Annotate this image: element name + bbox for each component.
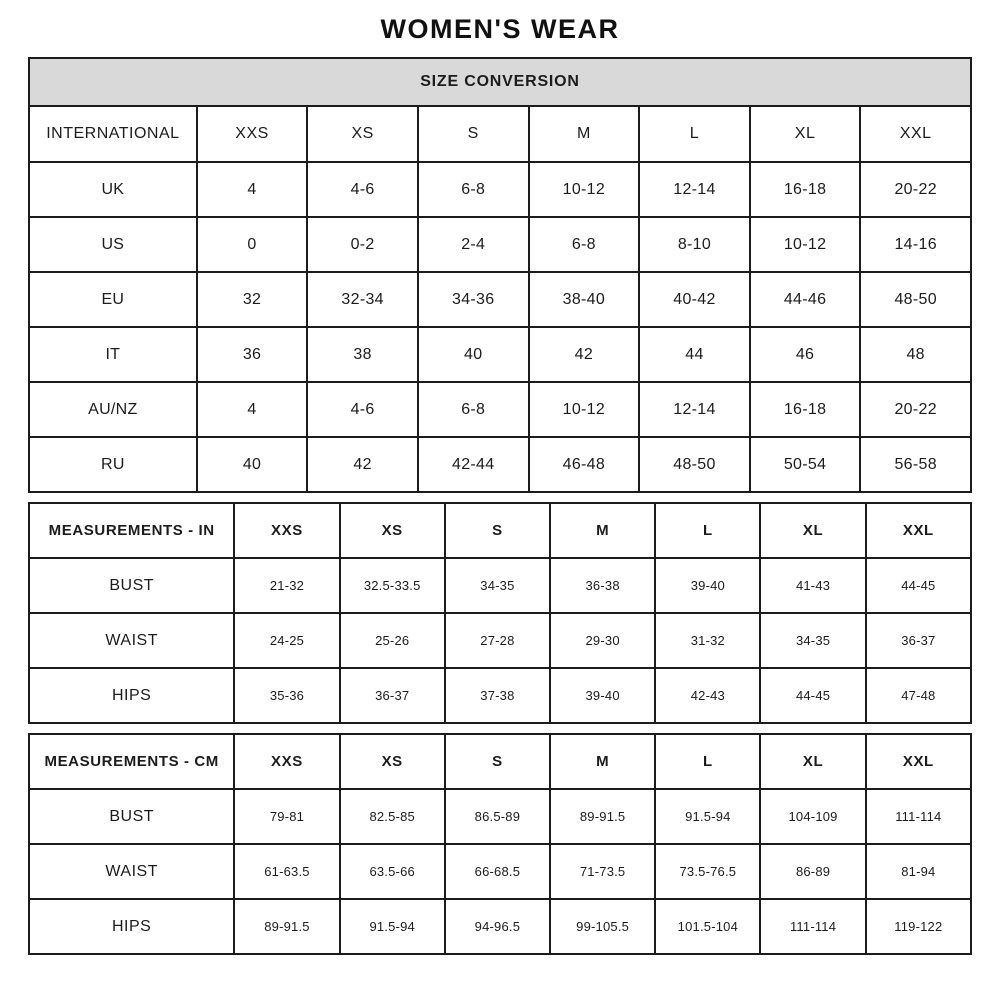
value-cell: 10-12: [529, 162, 640, 217]
value-cell: 40-42: [639, 272, 750, 327]
value-cell: 46: [750, 327, 861, 382]
column-header: XXL: [866, 503, 971, 558]
value-cell: 79-81: [234, 789, 339, 844]
value-cell: 32: [197, 272, 308, 327]
table-row: [29, 844, 971, 899]
value-cell: 4: [197, 382, 308, 437]
value-cell: 41-43: [760, 558, 865, 613]
value-cell: 111-114: [760, 899, 865, 954]
value-cell: 10-12: [529, 382, 640, 437]
value-cell: 27-28: [445, 613, 550, 668]
page-title: WOMEN'S WEAR: [380, 14, 620, 44]
value-cell: 63.5-66: [340, 844, 445, 899]
value-cell: 101.5-104: [655, 899, 760, 954]
table-title: SIZE CONVERSION: [29, 58, 971, 106]
value-cell: 66-68.5: [445, 844, 550, 899]
value-cell: 42: [307, 437, 418, 492]
value-cell: 50-54: [750, 437, 861, 492]
value-cell: 48-50: [860, 272, 971, 327]
header-row: [29, 106, 971, 162]
column-header: S: [445, 734, 550, 789]
table-row: [29, 217, 971, 272]
column-header: MEASUREMENTS - CM: [29, 734, 234, 789]
value-cell: 91.5-94: [655, 789, 760, 844]
value-cell: 42-43: [655, 668, 760, 723]
value-cell: 12-14: [639, 382, 750, 437]
column-header: M: [550, 503, 655, 558]
value-cell: 89-91.5: [550, 789, 655, 844]
value-cell: 4-6: [307, 162, 418, 217]
value-cell: 119-122: [866, 899, 971, 954]
value-cell: 34-35: [445, 558, 550, 613]
value-cell: 61-63.5: [234, 844, 339, 899]
column-header: S: [418, 106, 529, 162]
value-cell: 32.5-33.5: [340, 558, 445, 613]
value-cell: 44-45: [760, 668, 865, 723]
row-label: HIPS: [29, 668, 234, 723]
value-cell: 21-32: [234, 558, 339, 613]
value-cell: 10-12: [750, 217, 861, 272]
row-label: BUST: [29, 558, 234, 613]
value-cell: 44-46: [750, 272, 861, 327]
value-cell: 34-35: [760, 613, 865, 668]
column-header: XL: [750, 106, 861, 162]
value-cell: 81-94: [866, 844, 971, 899]
value-cell: 20-22: [860, 162, 971, 217]
table-row: [29, 437, 971, 492]
value-cell: 39-40: [550, 668, 655, 723]
value-cell: 29-30: [550, 613, 655, 668]
value-cell: 6-8: [418, 162, 529, 217]
value-cell: 42: [529, 327, 640, 382]
value-cell: 36-37: [340, 668, 445, 723]
value-cell: 73.5-76.5: [655, 844, 760, 899]
value-cell: 16-18: [750, 162, 861, 217]
column-header: XXS: [234, 734, 339, 789]
value-cell: 111-114: [866, 789, 971, 844]
value-cell: 86-89: [760, 844, 865, 899]
value-cell: 44-45: [866, 558, 971, 613]
value-cell: 47-48: [866, 668, 971, 723]
row-label: RU: [29, 437, 197, 492]
header-row: [29, 734, 971, 789]
value-cell: 6-8: [529, 217, 640, 272]
value-cell: 6-8: [418, 382, 529, 437]
table-row: [29, 327, 971, 382]
table-row: [29, 558, 971, 613]
value-cell: 14-16: [860, 217, 971, 272]
column-header: L: [655, 734, 760, 789]
row-label: AU/NZ: [29, 382, 197, 437]
value-cell: 36: [197, 327, 308, 382]
value-cell: 48: [860, 327, 971, 382]
column-header: XXS: [234, 503, 339, 558]
table-title-row: [29, 58, 971, 106]
value-cell: 16-18: [750, 382, 861, 437]
column-header: M: [550, 734, 655, 789]
value-cell: 35-36: [234, 668, 339, 723]
column-header: INTERNATIONAL: [29, 106, 197, 162]
row-label: EU: [29, 272, 197, 327]
column-header: XL: [760, 503, 865, 558]
value-cell: 42-44: [418, 437, 529, 492]
table-row: [29, 789, 971, 844]
row-label: UK: [29, 162, 197, 217]
value-cell: 89-91.5: [234, 899, 339, 954]
table-row: [29, 382, 971, 437]
value-cell: 31-32: [655, 613, 760, 668]
value-cell: 104-109: [760, 789, 865, 844]
row-label: BUST: [29, 789, 234, 844]
value-cell: 37-38: [445, 668, 550, 723]
value-cell: 2-4: [418, 217, 529, 272]
value-cell: 39-40: [655, 558, 760, 613]
value-cell: 32-34: [307, 272, 418, 327]
value-cell: 38-40: [529, 272, 640, 327]
value-cell: 91.5-94: [340, 899, 445, 954]
row-label: US: [29, 217, 197, 272]
value-cell: 48-50: [639, 437, 750, 492]
row-label: WAIST: [29, 613, 234, 668]
column-header: M: [529, 106, 640, 162]
value-cell: 4-6: [307, 382, 418, 437]
value-cell: 46-48: [529, 437, 640, 492]
value-cell: 0-2: [307, 217, 418, 272]
value-cell: 20-22: [860, 382, 971, 437]
table-row: [29, 613, 971, 668]
column-header: XS: [340, 503, 445, 558]
column-header: XS: [340, 734, 445, 789]
measurements-cm-table: [28, 733, 972, 955]
value-cell: 25-26: [340, 613, 445, 668]
column-header: XXL: [860, 106, 971, 162]
value-cell: 71-73.5: [550, 844, 655, 899]
table-row: [29, 899, 971, 954]
value-cell: 12-14: [639, 162, 750, 217]
column-header: L: [639, 106, 750, 162]
table-row: [29, 162, 971, 217]
value-cell: 99-105.5: [550, 899, 655, 954]
value-cell: 24-25: [234, 613, 339, 668]
row-label: HIPS: [29, 899, 234, 954]
value-cell: 40: [418, 327, 529, 382]
size-conversion-table: [28, 57, 972, 493]
value-cell: 86.5-89: [445, 789, 550, 844]
column-header: S: [445, 503, 550, 558]
value-cell: 36-37: [866, 613, 971, 668]
value-cell: 82.5-85: [340, 789, 445, 844]
value-cell: 8-10: [639, 217, 750, 272]
value-cell: 36-38: [550, 558, 655, 613]
value-cell: 34-36: [418, 272, 529, 327]
column-header: XXS: [197, 106, 308, 162]
column-header: L: [655, 503, 760, 558]
value-cell: 4: [197, 162, 308, 217]
table-row: [29, 668, 971, 723]
value-cell: 44: [639, 327, 750, 382]
value-cell: 38: [307, 327, 418, 382]
table-row: [29, 272, 971, 327]
measurements-in-table: [28, 502, 972, 724]
column-header: XL: [760, 734, 865, 789]
column-header: MEASUREMENTS - IN: [29, 503, 234, 558]
value-cell: 40: [197, 437, 308, 492]
row-label: IT: [29, 327, 197, 382]
value-cell: 56-58: [860, 437, 971, 492]
row-label: WAIST: [29, 844, 234, 899]
header-row: [29, 503, 971, 558]
column-header: XS: [307, 106, 418, 162]
value-cell: 94-96.5: [445, 899, 550, 954]
column-header: XXL: [866, 734, 971, 789]
value-cell: 0: [197, 217, 308, 272]
